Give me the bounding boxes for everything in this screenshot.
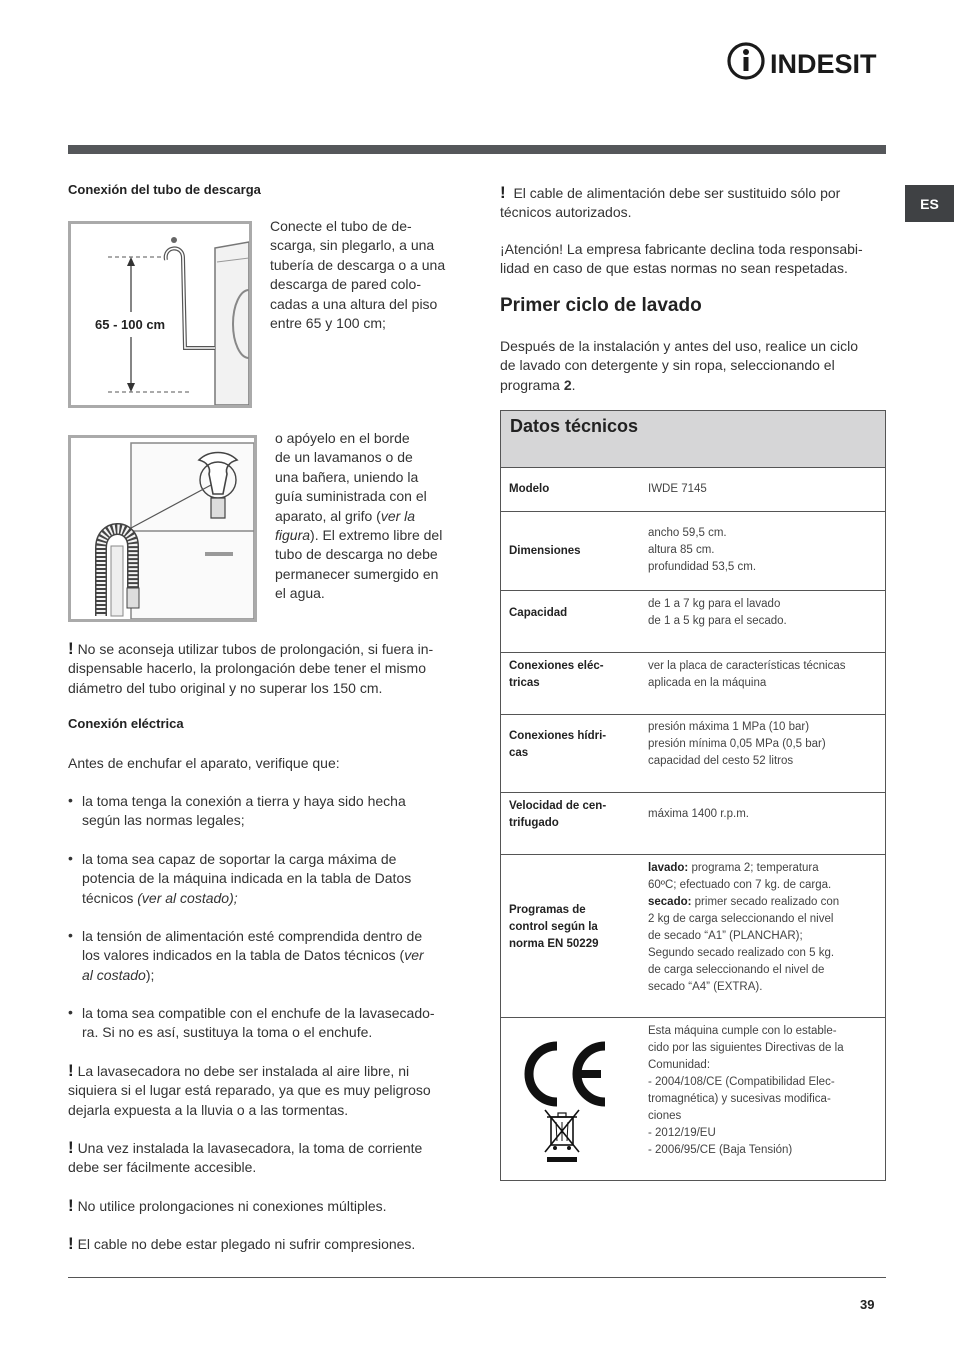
warning-line [68,639,468,659]
bullet-dot: • [68,792,73,808]
table-row-conexiones-electricas [501,653,885,715]
language-tab-label: ES [920,195,939,212]
drain2-line: o apóyelo en el borde [275,430,410,446]
row-value: máxima 1400 r.p.m. [648,808,749,820]
warning-line [68,1061,468,1081]
value-line: altura 85 cm. [648,544,715,556]
value-line: de secado “A1” (PLANCHAR); [648,930,803,942]
text: El cable no debe estar plegado ni sufrir compresiones. [77,1236,416,1252]
warning-outdoor [68,1061,468,1120]
program-number: 2 [563,376,572,393]
value-line: Comunidad: [648,1059,711,1071]
table-header [501,411,885,468]
drain-line: cadas a una altura del piso [270,295,438,312]
drain2-line: permanecer sumergido en [275,565,439,582]
row-label: Modelo [509,483,550,495]
label-line: norma EN 50229 [509,938,599,950]
value-line: de 1 a 5 kg para el secado. [648,615,787,627]
value-line [648,894,878,911]
table-row-dimensiones [501,512,885,591]
bullet-line: según las normas legales; [82,812,245,829]
value-line: Esta máquina cumple con lo estable- [648,1025,837,1037]
table-row-conexiones-hidricas [501,715,885,793]
label-line: trifugado [509,817,559,829]
text: técnicos [82,889,138,906]
italic-text: al costado [82,966,146,983]
value-line: Segundo secado realizado con 5 kg. [648,947,835,959]
drain2-line: tubo de descarga no debe [275,546,438,563]
lavado-label: lavado: [648,862,689,874]
drain-line: scarga, sin plegarlo, a una [270,237,435,254]
value-line [648,860,878,877]
text: primer secado realizado con [691,896,840,908]
value-line: ancho 59,5 cm. [648,527,727,539]
bullet-dot: • [68,1004,73,1020]
row-label [509,728,629,762]
row-value [648,658,878,692]
warning-icon: ! [500,183,506,202]
text: ). El extremo libre del [310,527,443,544]
label-line: tricas [509,677,540,689]
brand-name: INDESIT [770,49,877,79]
text: No utilice prolongaciones ni conexiones múltiples. [77,1198,387,1214]
table-row-ce [501,1018,885,1180]
value-line: de 1 a 7 kg para el lavado [648,598,781,610]
text: El cable de alimentación debe ser sustituido sólo por [513,185,841,201]
value-line: cido por las siguientes Directivas de la [648,1042,844,1054]
row-label [509,902,629,953]
value-line: presión máxima 1 MPa (10 bar) [648,721,810,733]
bullet-item [68,1004,468,1043]
text: . [571,376,576,393]
value-line: - 2012/19/EU [648,1127,716,1139]
label-line: cas [509,747,529,759]
value-line: 60ºC; efectuado con 7 kg. de carga. [648,879,832,891]
value-line: - 2004/108/CE (Compatibilidad Elec- [648,1076,835,1088]
label-line: Programas de [509,904,586,916]
bullet-dot: • [68,927,73,943]
sink-hook-figure [68,435,257,622]
row-value [648,719,878,770]
drain2-line: de un lavamanos o de [275,449,413,466]
text: programa [500,376,564,393]
text: aparato, al grifo ( [275,507,381,524]
warning-line: técnicos autorizados. [500,204,632,221]
value-line: 2 kg de carga seleccionando el nivel [648,913,834,925]
table-row-programas [501,855,885,1018]
warning-line: debe ser fácilmente accesible. [68,1159,257,1176]
drain-line: entre 65 y 100 cm; [270,315,386,332]
bullet-line [82,946,468,965]
table-row-modelo [501,467,885,512]
footer-divider [68,1277,886,1278]
bullet-line: potencia de la máquina indicada en la tabla de Datos [82,870,412,887]
primer-line [500,376,890,395]
warning-multi [68,1196,468,1216]
primer-title: Primer ciclo de lavado [500,295,702,316]
drain2-line [275,507,475,526]
value-line: capacidad del cesto 52 litros [648,755,794,767]
secado-label: secado: [648,896,692,908]
value-line: - 2006/95/CE (Baja Tensión) [648,1144,793,1156]
warning-icon: ! [68,1138,74,1157]
bullet-item [68,850,468,908]
drain-text-2 [275,429,475,604]
bullet-line: la toma sea compatible con el enchufe de la lavasecado- [82,1005,435,1021]
warning-extension [68,639,468,698]
warning-icon: ! [68,1196,74,1215]
text: Una vez instalada la lavasecadora, la toma de corriente [77,1140,423,1156]
table-title: Datos técnicos [510,416,639,436]
warning-cable [68,1234,468,1254]
header-bar [68,145,886,154]
row-label [509,658,629,692]
row-value [648,525,878,576]
bullet-item [68,792,468,831]
ce-weee-marks [509,1028,639,1168]
drain-line: descarga de pared colo- [270,276,421,293]
warning-access [68,1138,468,1178]
drain2-line: el agua. [275,585,325,602]
primer-line: de lavado con detergente y sin ropa, seleccionando el [500,357,835,374]
primer-line: Después de la instalación y antes del uso, realice un ciclo [500,338,858,354]
primer-text [500,337,890,395]
warning-line [500,183,890,203]
warning-icon: ! [68,639,74,658]
indesit-logo [726,40,888,82]
attention-line: ¡Atención! La empresa fabricante declina toda responsabi- [500,241,863,257]
elec-intro: Antes de enchufar el aparato, verifique que: [68,755,340,771]
italic-text: ver la [380,507,416,524]
value-line: presión mínima 0,05 MPa (0,5 bar) [648,738,826,750]
text: programa 2; temperatura [688,862,819,874]
indesit-logo-mark [726,40,888,82]
bullet-line: la tensión de alimentación esté comprendida dentro de [82,928,423,944]
bullet-item [68,927,468,985]
bullet-dot: • [68,850,73,866]
bullet-line: la toma tenga la conexión a tierra y haya sido hecha [82,793,406,809]
bullet-line [82,966,468,985]
text: No se aconseja utilizar tubos de prolongación, si fuera in- [77,641,434,657]
row-value [648,596,878,630]
value-line: profundidad 53,5 cm. [648,561,757,573]
drain2-line [275,526,475,545]
attention-line: lidad en caso de que estas normas no sean respetadas. [500,260,848,277]
text: ); [145,966,155,983]
language-tab [905,185,954,222]
value-line: secado “A4” (EXTRA). [648,981,763,993]
drain-text-1 [270,217,470,333]
value-line: ciones [648,1110,682,1122]
drain-height-illustration [71,224,249,405]
bullet-line: la toma sea capaz de soportar la carga máxima de [82,851,397,867]
italic-text: (ver al costado); [137,889,238,906]
warning-replace [500,183,890,223]
sink-hook-illustration [71,438,254,619]
elec-heading: Conexión eléctrica [68,716,184,731]
table-row-capacidad [501,591,885,653]
ce-mark-icon [509,1028,639,1168]
weee-bin-icon [545,1110,579,1162]
italic-text: figura [275,527,311,544]
text: los valores indicados en la tabla de Datos técnicos ( [82,947,405,964]
italic-text: ver [404,947,424,964]
label-line: Conexiones hídri- [509,730,607,742]
height-range-label: 65 - 100 cm [95,317,166,332]
warning-line [68,1138,468,1158]
value-line: ver la placa de características técnicas [648,660,846,672]
row-value: IWDE 7145 [648,483,707,495]
warning-line: dispensable hacerlo, la prolongación debe tener el mismo [68,660,426,677]
warning-line: diámetro del tubo original y no superar los 150 cm. [68,679,383,696]
row-label: Dimensiones [509,545,581,557]
drain-line: Conecte el tubo de de- [270,218,412,234]
bullet-line [82,889,468,908]
warning-line: siquiera si el lugar está reparado, ya que es muy peligroso [68,1082,431,1099]
row-label: Capacidad [509,607,568,619]
table-row-velocidad [501,793,885,855]
drain2-line: una bañera, uniendo la [275,468,419,485]
value-line: aplicada en la máquina [648,677,767,689]
label-line: Conexiones eléc- [509,660,604,672]
attention-note [500,240,890,279]
ce-directives [648,1023,878,1159]
drain-height-figure [68,221,252,408]
drain2-line: guía suministrada con el [275,488,427,505]
warning-line: dejarla expuesta a la lluvia o a las tormentas. [68,1101,349,1118]
page-number: 39 [860,1297,875,1312]
text: La lavasecadora no debe ser instalada al aire libre, ni [77,1063,410,1079]
value-line: tromagnética) y sucesivas modifica- [648,1093,831,1105]
label-line: Velocidad de cen- [509,800,607,812]
warning-icon: ! [68,1061,74,1080]
drain-heading: Conexión del tubo de descarga [68,182,261,197]
label-line: control según la [509,921,598,933]
value-line: de carga seleccionando el nivel de [648,964,825,976]
drain-line: tubería de descarga o a una [270,256,446,273]
warning-icon: ! [68,1234,74,1253]
row-value [648,860,878,996]
row-label [509,798,629,832]
bullet-line: ra. Si no es así, sustituya la toma o el enchufe. [82,1024,373,1041]
tech-data-table [500,410,886,1181]
